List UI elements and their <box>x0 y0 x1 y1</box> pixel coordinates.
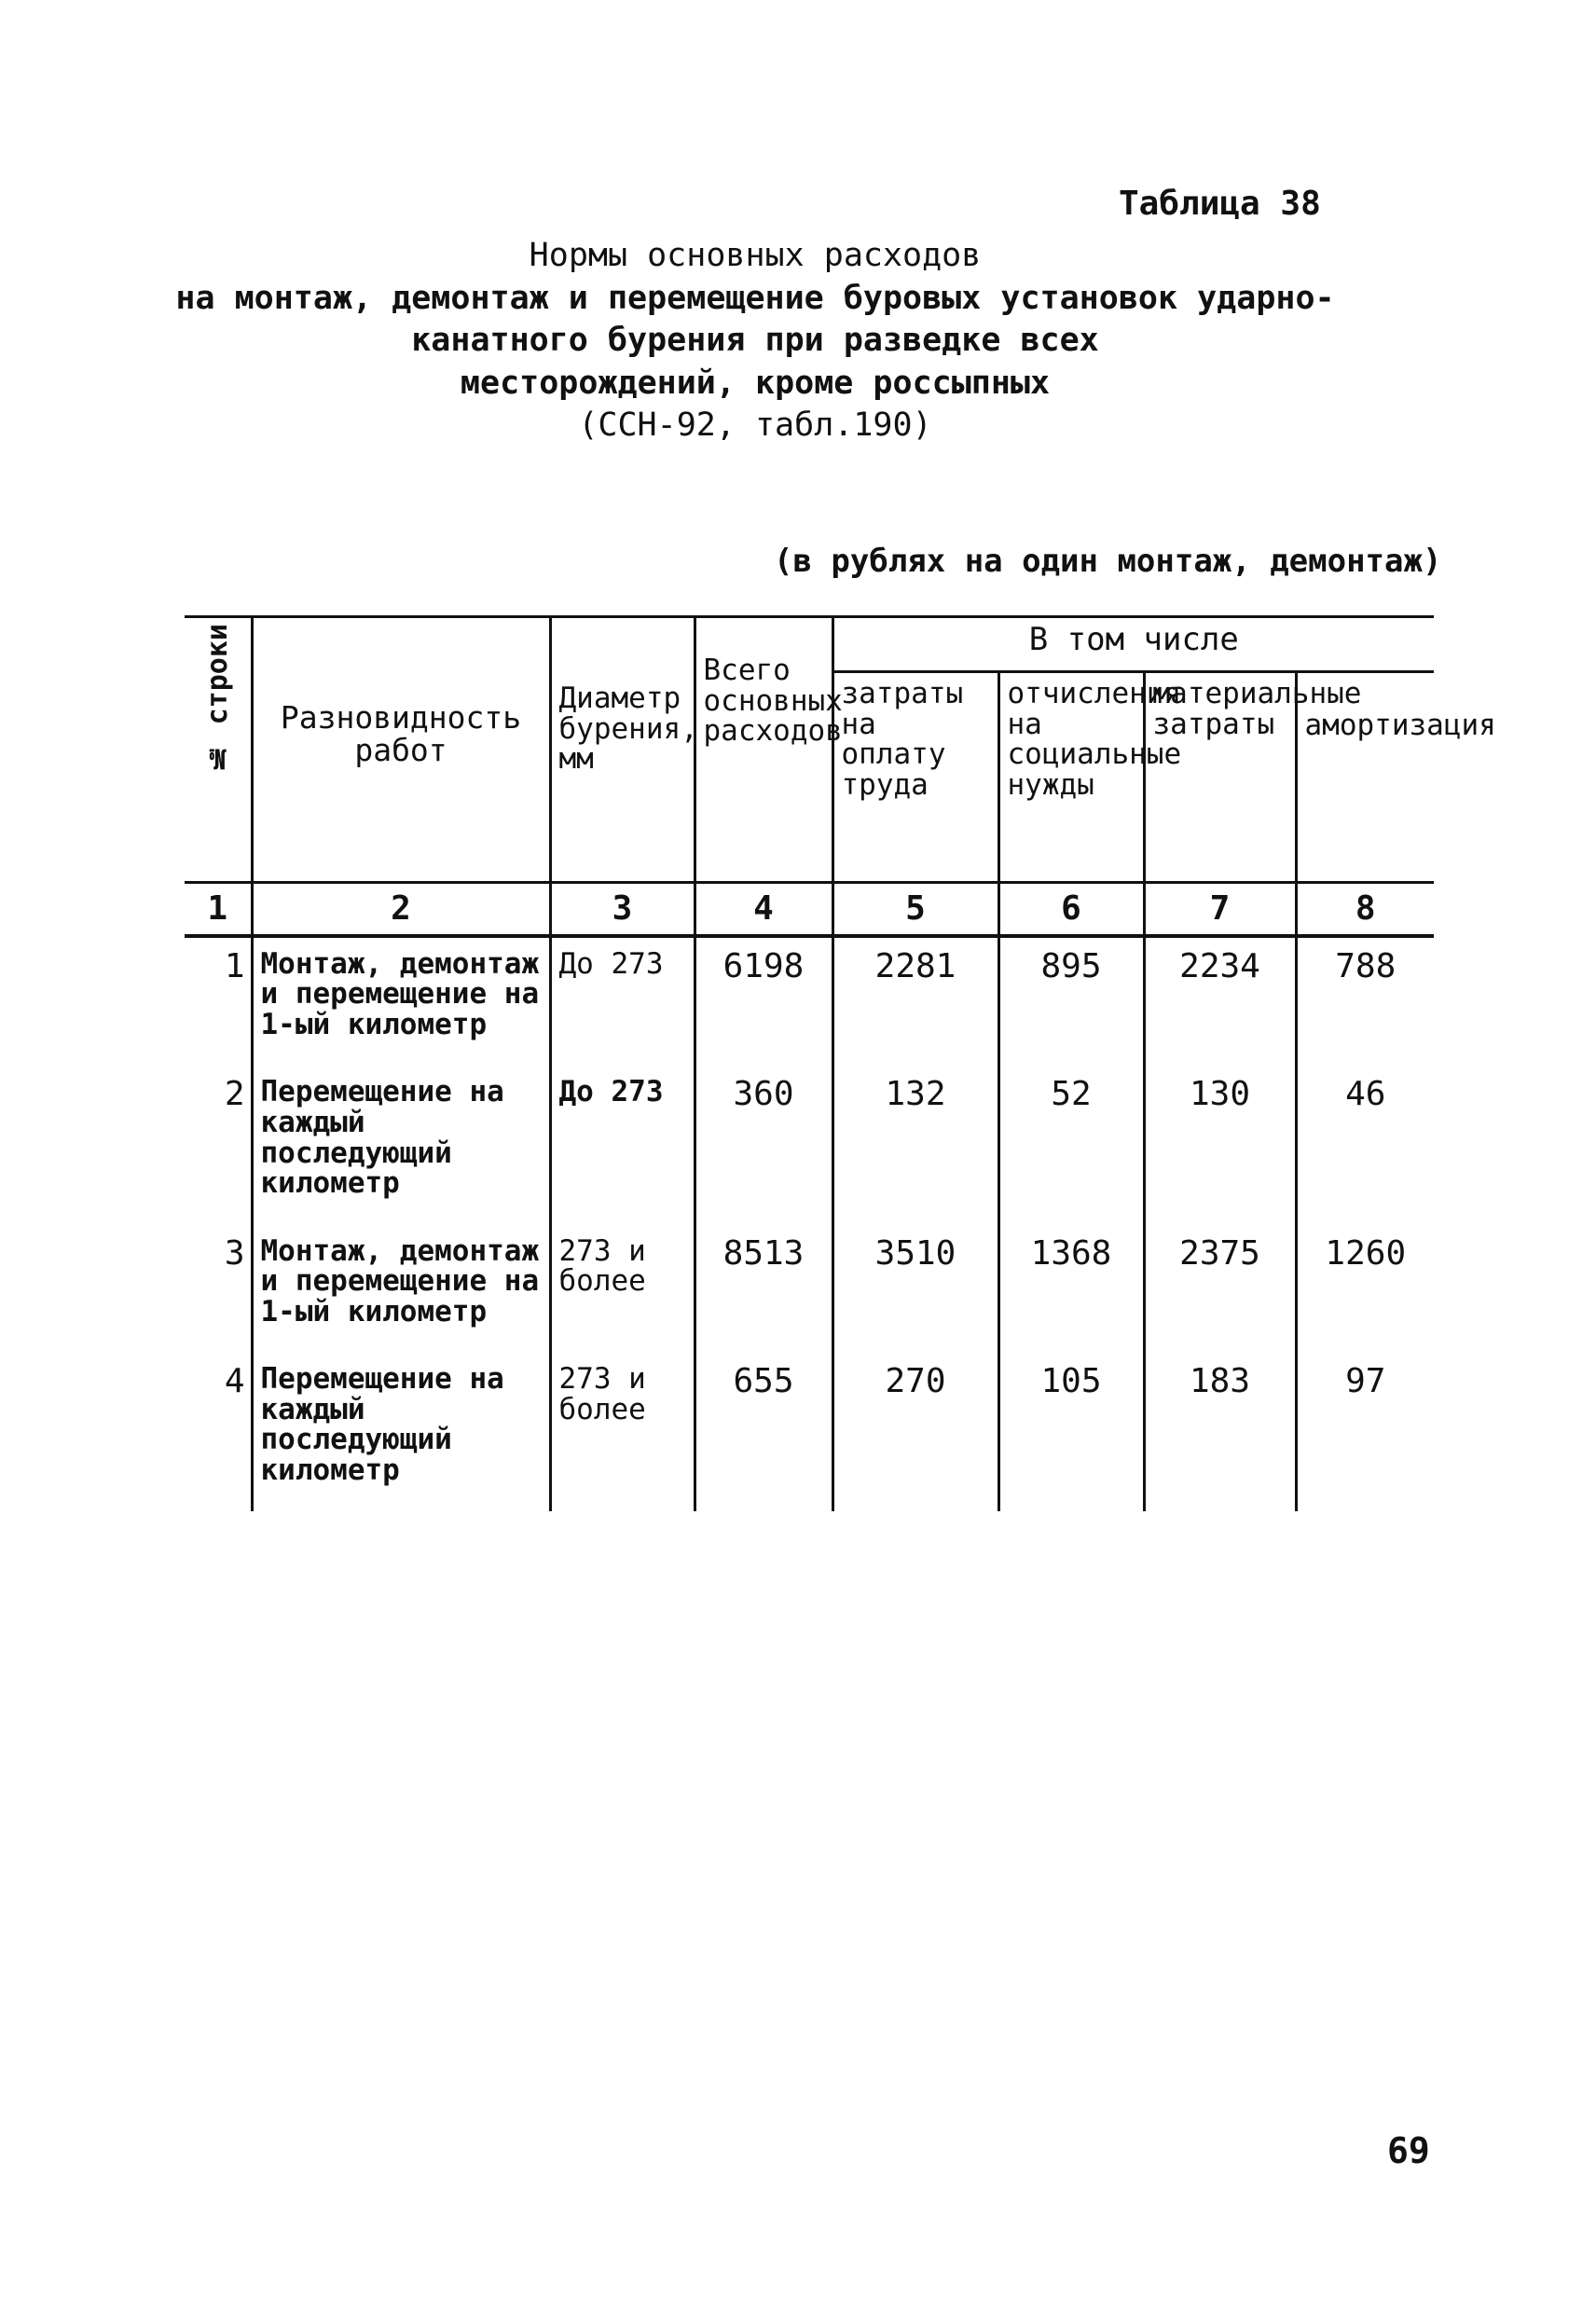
amortization-cell: 46 <box>1296 1066 1434 1224</box>
social-cell: 1368 <box>998 1225 1144 1354</box>
row-number: 3 <box>185 1225 252 1354</box>
materials-cell: 2234 <box>1144 936 1296 1067</box>
column-number: 2 <box>252 883 550 936</box>
column-number: 3 <box>550 883 695 936</box>
diameter-cell: 273 и более <box>550 1225 695 1354</box>
column-number: 6 <box>998 883 1144 936</box>
social-cell: 52 <box>998 1066 1144 1224</box>
amortization-cell: 97 <box>1296 1353 1434 1511</box>
row-number: 4 <box>185 1353 252 1511</box>
labor-cell: 3510 <box>832 1225 998 1354</box>
social-cell: 105 <box>998 1353 1144 1511</box>
work-type-cell: Перемещение на каждый последующий километр <box>252 1066 550 1224</box>
header-social: отчисления на социальные нужды <box>998 672 1144 883</box>
table-row <box>185 1353 1434 1511</box>
social-cell: 895 <box>998 936 1144 1067</box>
title-line-1: Нормы основных расходов <box>529 237 982 274</box>
column-number: 8 <box>1296 883 1434 936</box>
total-cell: 6198 <box>695 936 832 1067</box>
work-type-cell: Перемещение на каждый последующий километр <box>252 1353 550 1511</box>
diameter-cell: До 273 <box>550 936 695 1067</box>
title-line-3: канатного бурения при разведке всех <box>411 322 1099 359</box>
diameter-cell: 273 и более <box>550 1353 695 1511</box>
total-cell: 655 <box>695 1353 832 1511</box>
labor-cell: 2281 <box>832 936 998 1067</box>
column-number: 4 <box>695 883 832 936</box>
header-group-including: В том числе <box>832 617 1434 672</box>
header-work-type: Разновидность работ <box>252 617 550 883</box>
total-cell: 8513 <box>695 1225 832 1354</box>
labor-cell: 132 <box>832 1066 998 1224</box>
page-number: 69 <box>1387 2130 1430 2171</box>
title-line-2: на монтаж, демонтаж и перемещение буровых установок ударно- <box>175 279 1335 317</box>
column-number-row <box>185 883 1434 936</box>
column-number: 1 <box>185 883 252 936</box>
cost-norms-table <box>185 615 1496 1511</box>
column-number: 5 <box>832 883 998 936</box>
header-diameter: Диаметр бурения, мм <box>550 617 695 883</box>
header-total: Всего основных расходов <box>695 617 832 883</box>
row-number: 2 <box>185 1066 252 1224</box>
work-type-cell: Монтаж, демонтаж и перемещение на 1-ый километр <box>252 1225 550 1354</box>
work-type-cell: Монтаж, демонтаж и перемещение на 1-ый километр <box>252 936 550 1067</box>
title-line-5: (ССН-92, табл.190) <box>578 406 932 444</box>
header-materials: материальные затраты <box>1144 672 1296 883</box>
table-row <box>185 1066 1434 1224</box>
materials-cell: 2375 <box>1144 1225 1296 1354</box>
units-note: (в рублях на один монтаж, демонтаж) <box>774 543 1442 580</box>
materials-cell: 183 <box>1144 1353 1296 1511</box>
total-cell: 360 <box>695 1066 832 1224</box>
header-amortization: амортизация <box>1296 672 1434 883</box>
header-row-number: № строки <box>185 617 252 883</box>
title-line-4: месторождений, кроме россыпных <box>460 364 1051 402</box>
column-number: 7 <box>1144 883 1296 936</box>
diameter-cell: До 273 <box>550 1066 695 1224</box>
labor-cell: 270 <box>832 1353 998 1511</box>
table-row <box>185 1225 1434 1354</box>
table-label: Таблица 38 <box>1119 185 1321 223</box>
header-labor: затраты на оплату труда <box>832 672 998 883</box>
table-row <box>185 936 1434 1067</box>
document-title <box>149 235 1361 447</box>
row-number: 1 <box>185 936 252 1067</box>
amortization-cell: 1260 <box>1296 1225 1434 1354</box>
amortization-cell: 788 <box>1296 936 1434 1067</box>
materials-cell: 130 <box>1144 1066 1296 1224</box>
